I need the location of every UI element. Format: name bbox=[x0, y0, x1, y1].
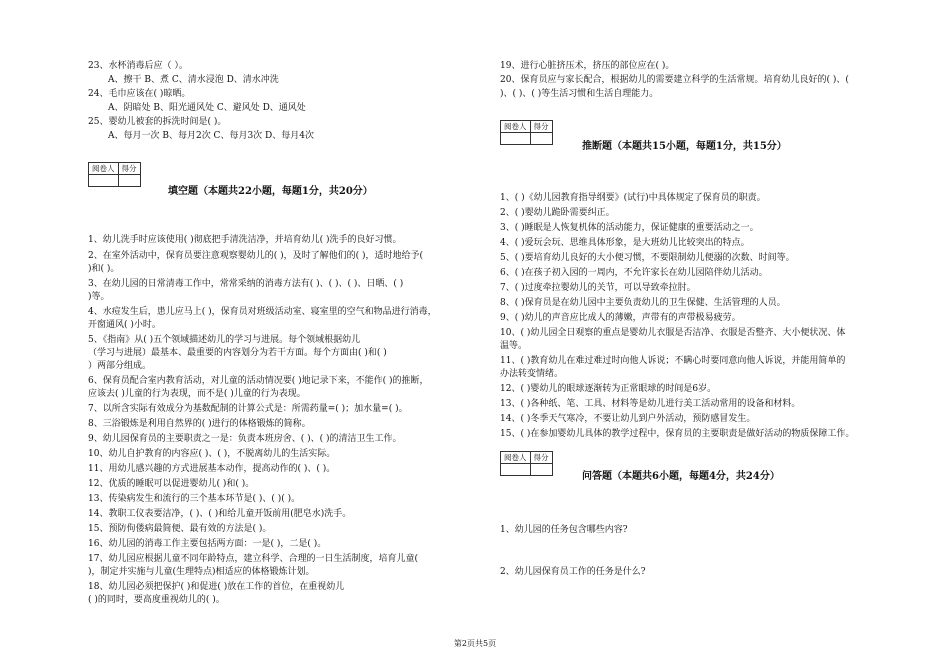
question-line: 14、教职工仪表要洁净，( )、( )和给儿童开饭前用(肥皂水)洗手。 bbox=[88, 509, 352, 519]
question-line: )等。 bbox=[88, 292, 110, 302]
question-line: )，制定并实施与儿童(生理特点)相适应的体格锻炼计划。 bbox=[88, 567, 315, 577]
grader-label: 阅卷人 bbox=[501, 452, 531, 464]
question-line: 13、传染病发生和流行的三个基本环节是( )、( )( )。 bbox=[88, 494, 301, 504]
question-line: 10、幼儿自护教育的内容应( )、( )，不脱离幼儿的生活实际。 bbox=[88, 449, 336, 459]
question-line: A、每月一次 B、每月2次 C、每月3次 D、每月4次 bbox=[108, 131, 314, 141]
question-line: ）两部分组成。 bbox=[88, 361, 152, 371]
question-line: 25、婴幼儿被套的拆洗时间是( )。 bbox=[88, 117, 227, 127]
score-label: 得分 bbox=[118, 163, 140, 175]
question-line: 20、保育员应与家长配合，根据幼儿的需要建立科学的生活常规。培育幼儿良好的( )、( bbox=[500, 75, 849, 85]
qa-section-title: 问答题（本题共6小题，每题4分，共24分） bbox=[582, 471, 780, 482]
question-line: 11、( )教育幼儿在难过难过时向他人诉说；不瞒心时要同意向他人诉说，并能用简单的 bbox=[500, 356, 846, 366]
question-line: 9、( )幼儿的声音应比成人的薄嫩，声带有的声带极易疲劳。 bbox=[500, 313, 741, 323]
question-line: 3、在幼儿园的日常清毒工作中，常常采纳的消毒方法有( )、( )、( )、日晒、( ) bbox=[88, 279, 404, 289]
question-line: 14、( )冬季天气寒冷，不要让幼儿到户外活动，预防感冒发生。 bbox=[500, 414, 756, 424]
fill-section-title: 填空题（本题共22小题，每题1分，共20分） bbox=[168, 186, 373, 197]
page-footer: 第2页共5页 bbox=[453, 639, 497, 648]
question-line: 19、进行心脏挤压术，挤压的部位应在( )。 bbox=[500, 61, 675, 71]
question-line: 5、《指南》从( )五个领域描述幼儿的学习与进展。每个领域根据幼儿 bbox=[88, 335, 361, 345]
question-line: 16、幼儿园的消毒工作主要包括两方面：一是( )，二是( )。 bbox=[88, 539, 327, 549]
question-line: 办法转变情绪。 bbox=[500, 369, 564, 379]
question-line: 6、( )在孩子初入园的一周内，不允许家长在幼儿园陪伴幼儿活动。 bbox=[500, 268, 768, 278]
question-line: )、( )、( )等生活习惯和生活自理能力。 bbox=[500, 89, 659, 99]
grader-label: 阅卷人 bbox=[501, 121, 531, 133]
score-box-fill bbox=[88, 162, 141, 187]
question-line: 5、( )要培育幼儿良好的大小便习惯，不要限制幼儿便溺的次数、时间等。 bbox=[500, 253, 795, 263]
question-line: 温等。 bbox=[500, 341, 528, 351]
grader-label: 阅卷人 bbox=[89, 163, 119, 175]
score-box-qa bbox=[500, 451, 553, 476]
question-line: 17、幼儿园应根据儿童不同年龄特点，建立科学、合理的一日生活制度，培育儿童( bbox=[88, 554, 418, 564]
score-label: 得分 bbox=[530, 452, 552, 464]
question-line: 2、( )婴幼儿跪卧需要纠正。 bbox=[500, 208, 615, 218]
question-line: 10、( )幼儿园全日观察的重点是婴幼儿衣服是否洁净、衣服是否整齐、大小便状况、体 bbox=[500, 328, 846, 338]
question-line: 1、幼儿洗手时应该使用( )彻底把手清洗洁净，并培育幼儿( )洗手的良好习惯。 bbox=[88, 235, 402, 245]
question-line: 6、保育员配合室内教育活动，对儿童的活动情况要( )地记录下来，不能作( )的推断， bbox=[88, 376, 429, 386]
question-line: 7、以所含实际有效成分为基数配制的计算公式是：所需药量=( )；加水量=( )。 bbox=[88, 404, 408, 414]
question-line: 8、( )保育员是在幼儿园中主要负责幼儿的卫生保健、生活管理的人员。 bbox=[500, 298, 786, 308]
question-line: 4、( )爱玩会玩、思维具体形象，是大班幼儿比较突出的特点。 bbox=[500, 238, 750, 248]
question-line: 11、用幼儿感兴趣的方式进展基本动作，提高动作的( )、( )。 bbox=[88, 464, 336, 474]
question-line: 8、三浴锻炼是利用自然界的( )进行的体格锻炼的简称。 bbox=[88, 419, 311, 429]
question-line: )和( )。 bbox=[88, 264, 120, 274]
question-line: A、擦干 B、煮 C、清水浸泡 D、清水冲洗 bbox=[108, 75, 279, 85]
question-line: 开窗通风( )小时。 bbox=[88, 320, 161, 330]
question-line: 9、幼儿园保育员的主要职责之一是：负责本班房舍、( )、( )的清洁卫生工作。 bbox=[88, 434, 402, 444]
question-line: （学习与进展）最基本、最重要的内容划分为若干方面。每个方面由( )和( ) bbox=[88, 348, 387, 358]
question-line: 18、幼儿园必须把保护( )和促进( )放在工作的首位，在重视幼儿 bbox=[88, 582, 345, 592]
judge-section-title: 推断题（本题共15小题，每题1分，共15分） bbox=[582, 141, 787, 152]
question-line: 15、( )在参加婴幼儿具体的教学过程中，保育员的主要职责是做好活动的物质保障工作。 bbox=[500, 429, 855, 439]
question-line: 4、水痘发生后，患儿应马上( )，保育员对班级活动室、寝室里的空气和物品进行消毒， bbox=[88, 307, 437, 317]
score-box-judge bbox=[500, 120, 553, 145]
question-line: 24、毛巾应该在( )晾晒。 bbox=[88, 89, 191, 99]
question-line: 12、( )婴幼儿的眼球逐渐转为正常眼球的时间是6岁。 bbox=[500, 384, 717, 394]
question-line: 23、水杯消毒后应（ ）。 bbox=[88, 61, 188, 71]
question-line: 应该去( )儿童的行为表现，而不是( )儿童的行为表现。 bbox=[88, 389, 306, 399]
question-line: 2、幼儿园保育员工作的任务是什么? bbox=[500, 567, 646, 577]
question-line: 1、( )《幼儿园教育指导纲要》(试行)中具体规定了保育员的职责。 bbox=[500, 193, 766, 203]
score-label: 得分 bbox=[530, 121, 552, 133]
question-line: 13、( )各种纸、笔、工具、材料等是幼儿进行美工活动常用的设备和材料。 bbox=[500, 399, 801, 409]
question-line: 12、优质的睡眠可以促进婴幼儿( )和( )。 bbox=[88, 479, 255, 489]
question-line: ( )的同时，要高度重视幼儿的( )。 bbox=[88, 595, 225, 605]
question-line: 3、( )睡眠是人恢复机体的活动能力，保证健康的重要活动之一。 bbox=[500, 223, 759, 233]
question-line: A、阴暗处 B、阳光通风处 C、避风处 D、通风处 bbox=[108, 103, 306, 113]
question-line: 2、在室外活动中，保育员要注意观察婴幼儿的( )，及时了解他们的( )，适时地给予( bbox=[88, 251, 424, 261]
question-line: 7、( )过度牵拉婴幼儿的关节，可以导致牵拉肘。 bbox=[500, 283, 696, 293]
question-line: 1、幼儿园的任务包含哪些内容? bbox=[500, 525, 628, 535]
question-line: 15、预防佝偻病最简便、最有效的方法是( )。 bbox=[88, 524, 272, 534]
